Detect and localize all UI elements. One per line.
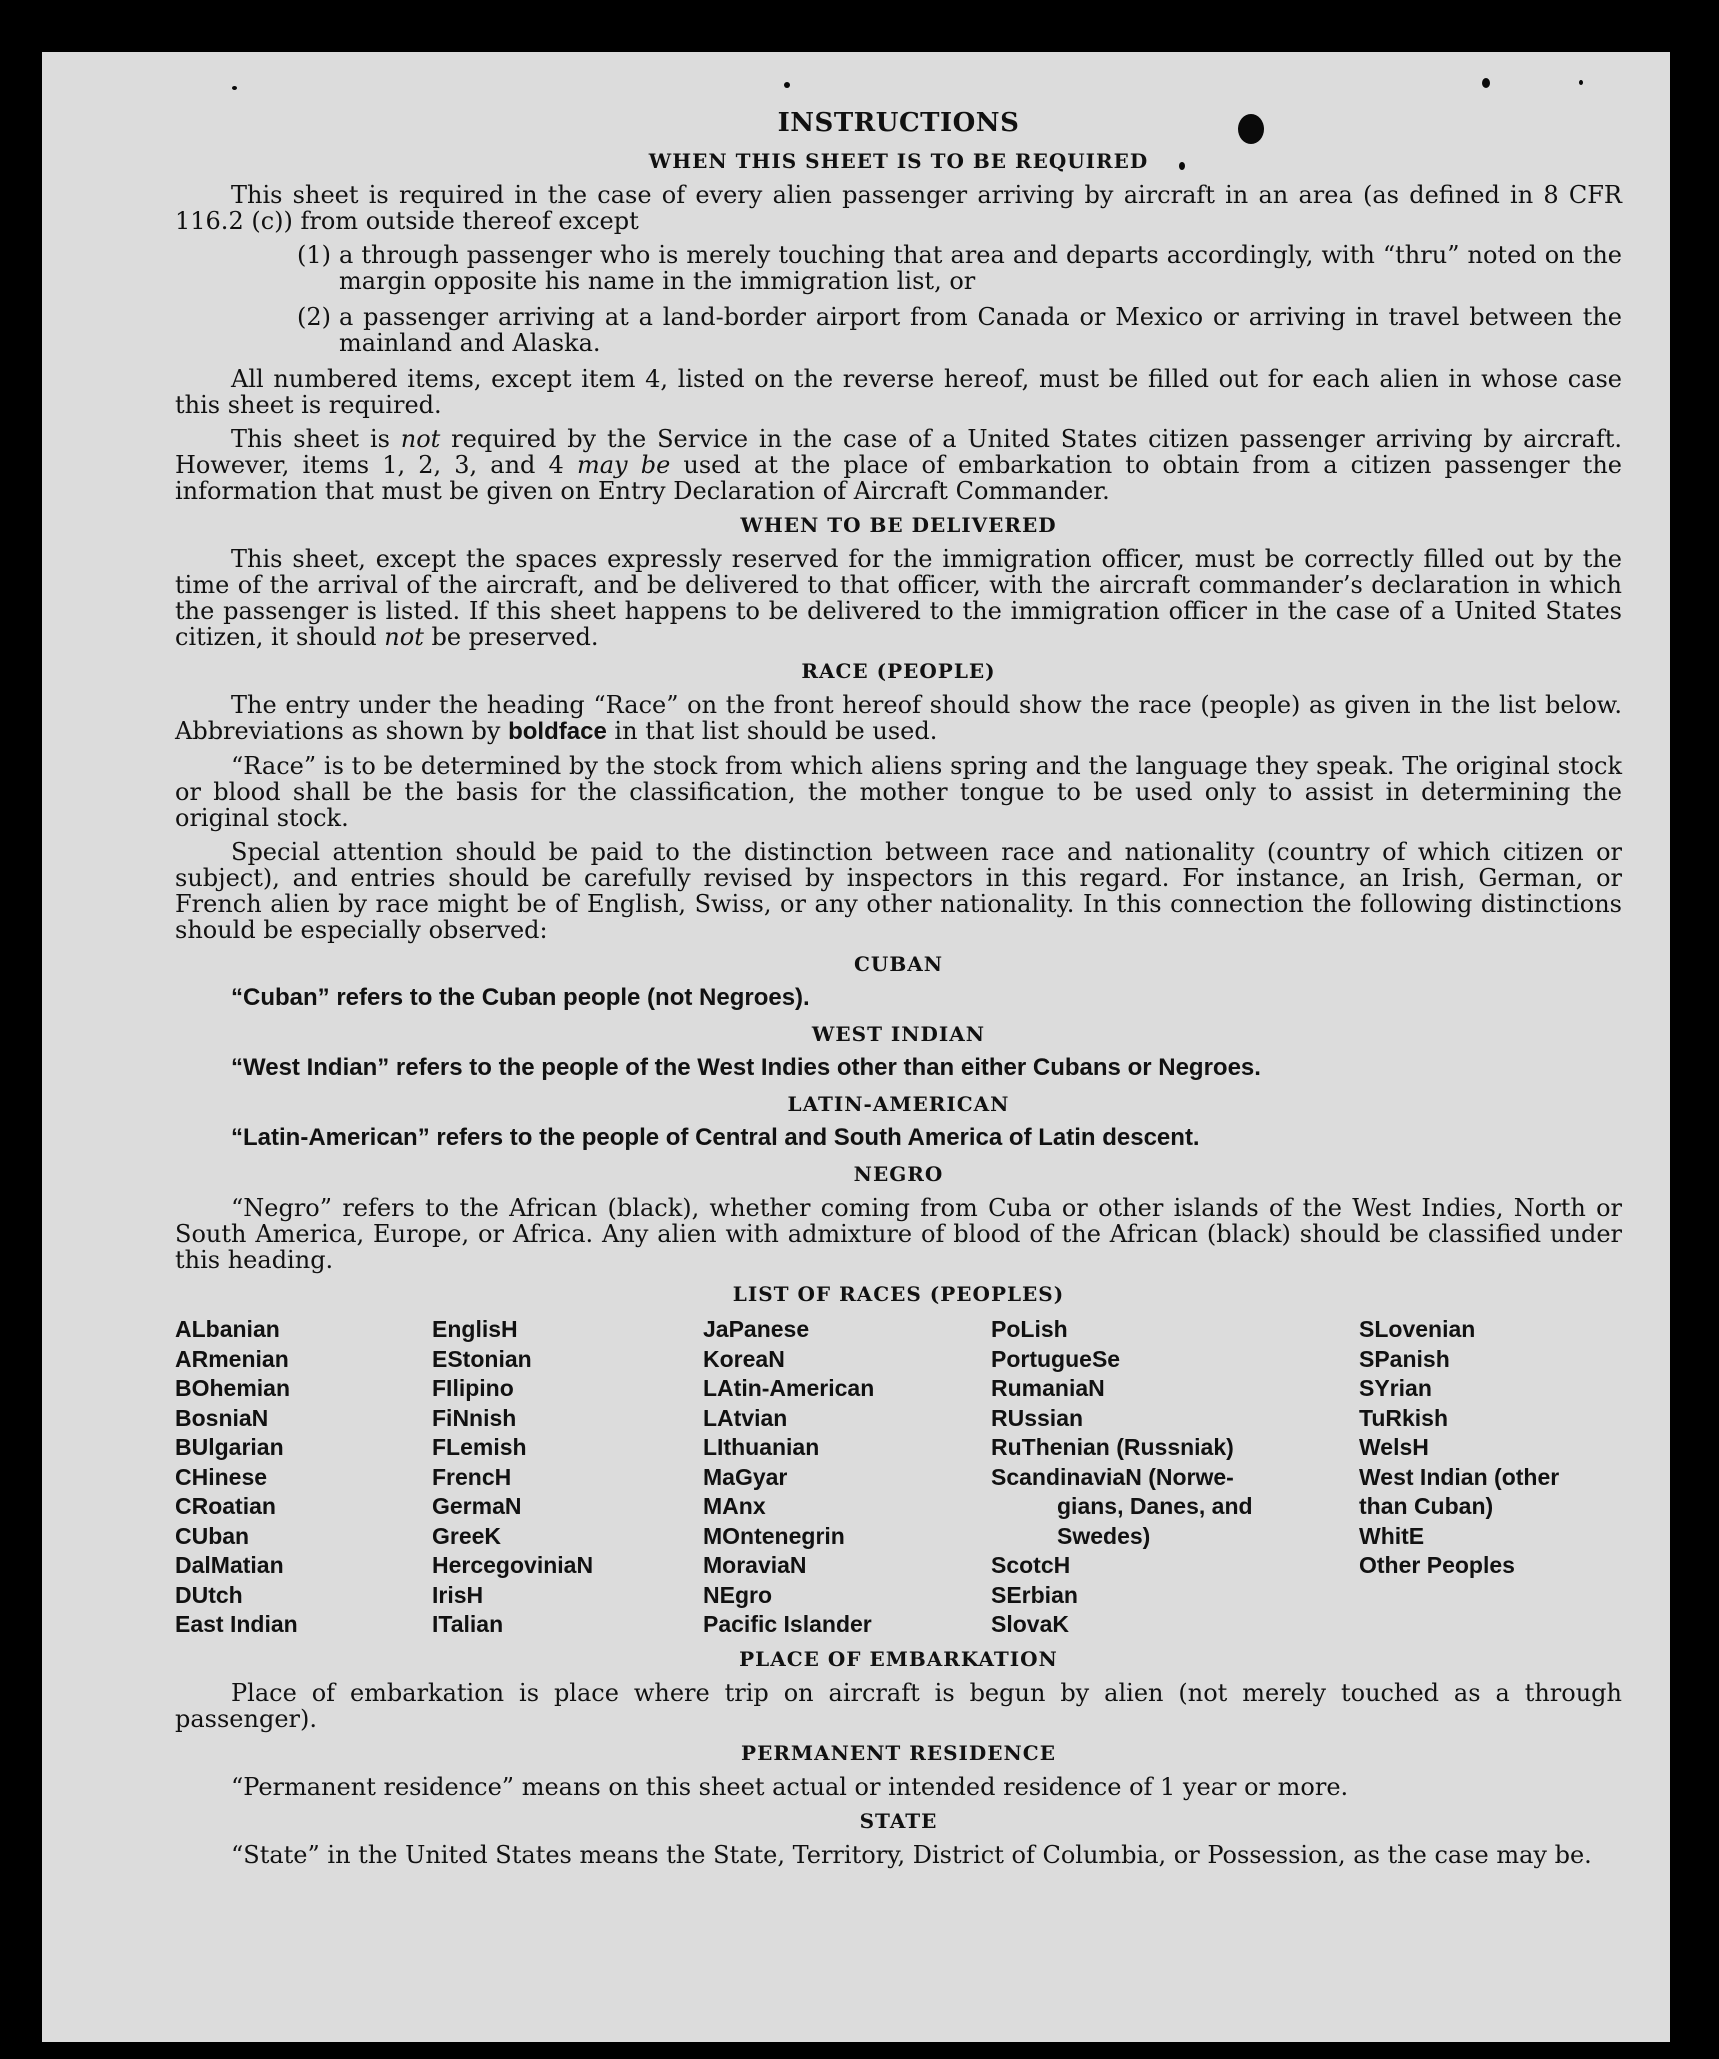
delivered-paragraph	[175, 546, 1622, 650]
races-list	[175, 1315, 1622, 1640]
list-item: JaPanese	[703, 1316, 810, 1342]
list-item: SYrian	[1359, 1375, 1432, 1401]
emphasis: not	[400, 425, 441, 453]
list-item: LIthuanian	[703, 1434, 820, 1460]
list-item: ScotcH	[991, 1552, 1071, 1578]
list-item: SLovenian	[1359, 1316, 1476, 1342]
section-heading-latin-american: LATIN-AMERICAN	[787, 1092, 1010, 1116]
list-item: WelsH	[1359, 1434, 1429, 1460]
section-heading-cuban: CUBAN	[853, 952, 944, 976]
list-item: PoLish	[991, 1316, 1068, 1342]
list-item: SlovaK	[991, 1611, 1069, 1637]
list-item: Other Peoples	[1359, 1552, 1515, 1578]
item-text: a through passenger who is merely touching that area and departs accordingly, with “thru” noted on the margin opposite his name in the immigration list, or	[339, 241, 1622, 295]
ink-speck	[1579, 80, 1583, 85]
list-item: West Indian (other	[1359, 1463, 1560, 1490]
list-item: RuThenian (Russniak)	[991, 1434, 1234, 1460]
list-item: KoreaN	[703, 1345, 785, 1372]
section-heading-residence: PERMANENT RESIDENCE	[741, 1740, 1056, 1765]
list-item: ScandinaviaN (Norwe-	[991, 1463, 1234, 1490]
instructions-content	[175, 110, 1622, 1876]
list-item: LAtin-American	[703, 1375, 875, 1401]
text-run: in that list should be used.	[606, 717, 938, 745]
section-heading-required: WHEN THIS SHEET IS TO BE REQUIRED	[648, 149, 1149, 173]
races-column-1	[175, 1315, 432, 1640]
list-item: Pacific Islander	[703, 1611, 872, 1637]
list-item: TuRkish	[1359, 1404, 1449, 1431]
text-run: be preserved.	[423, 623, 599, 651]
residence-definition: “Permanent residence” means on this sheet actual or intended residence of 1 year or more.	[231, 1772, 1349, 1801]
ink-speck	[232, 86, 237, 90]
section-heading-state: STATE	[859, 1808, 938, 1833]
text-run: required by the Service in the case of a United States citizen passenger arriving by aircraft. However, items 1, 2, 3, and 4	[175, 425, 1622, 479]
list-item: WhitE	[1359, 1522, 1425, 1549]
list-item: HercegoviniaN	[432, 1552, 594, 1578]
list-item: BUlgarian	[175, 1434, 284, 1460]
list-item: ALbanian	[175, 1316, 280, 1342]
document-page	[42, 52, 1670, 2042]
race-paragraph-2: “Race” is to be determined by the stock from which aliens spring and the language they speak. The original stock or blood shall be the basis for the classification, the mother tongue to be used only to assist in determining the original stock.	[175, 752, 1622, 832]
list-item: CUban	[175, 1522, 250, 1549]
race-paragraph-1	[175, 692, 1622, 745]
races-column-2	[432, 1315, 703, 1640]
list-item: FiNnish	[432, 1404, 517, 1431]
list-item: DalMatian	[175, 1552, 284, 1578]
list-item: NEgro	[703, 1581, 772, 1608]
races-column-3	[703, 1315, 991, 1640]
list-item: EStonian	[432, 1345, 532, 1372]
list-item: FLemish	[432, 1434, 527, 1460]
ink-speck	[784, 82, 790, 88]
section-heading-negro: NEGRO	[853, 1162, 944, 1186]
embarkation-definition: Place of embarkation is place where trip on aircraft is begun by alien (not merely touched as a through passenger).	[175, 1678, 1622, 1733]
text-run: This sheet, except the spaces expressly reserved for the immigration officer, must be correctly filled out by the time of the arrival of the aircraft, and be delivered to that officer, with the aircraft commander’s declaration in which the passenger is listed. If this sheet happens to be delivered to the immigration officer in the case of a United States citizen, it should	[175, 545, 1622, 651]
section-heading-races-list: LIST OF RACES (PEOPLES)	[732, 1282, 1065, 1306]
page-title: INSTRUCTIONS	[777, 108, 1020, 138]
text-run: used at the place of embarkation to obtain from a citizen passenger the information that must be given on Entry Declaration of Aircraft Commander.	[175, 451, 1622, 505]
list-item: MOntenegrin	[703, 1522, 845, 1549]
section-heading-race: RACE (PEOPLE)	[801, 659, 996, 683]
list-item: CHinese	[175, 1463, 268, 1490]
list-item-continuation: Swedes)	[1057, 1522, 1151, 1549]
list-item: LAtvian	[703, 1404, 788, 1431]
ink-speck	[1482, 78, 1490, 88]
latin-american-definition: “Latin-American” refers to the people of Central and South America of Latin descent.	[231, 1124, 1200, 1151]
races-column-4	[991, 1315, 1359, 1640]
list-item: SPanish	[1359, 1345, 1450, 1372]
west-indian-definition: “West Indian” refers to the people of the West Indies other than either Cubans or Negroes.	[231, 1054, 1261, 1081]
emphasis: not	[384, 623, 424, 651]
list-item-continuation: gians, Danes, and	[1057, 1493, 1253, 1519]
state-definition: “State” in the United States means the State, Territory, District of Columbia, or Possession, as the case may be.	[231, 1840, 1592, 1869]
list-item: BOhemian	[175, 1375, 291, 1401]
races-column-5	[1359, 1315, 1622, 1640]
item-number: (2)	[297, 303, 331, 331]
list-item: MoraviaN	[703, 1552, 807, 1578]
text-run: This sheet is	[231, 425, 401, 453]
cuban-definition: “Cuban” refers to the Cuban people (not Negroes).	[231, 984, 810, 1011]
section-heading-delivered: WHEN TO BE DELIVERED	[740, 513, 1057, 537]
required-intro: This sheet is required in the case of every alien passenger arriving by aircraft in an area (as defined in 8 CFR 116.2 (c)) from outside thereof except	[175, 181, 1622, 235]
list-item: FIlipino	[432, 1375, 514, 1401]
list-item: East Indian	[175, 1611, 298, 1637]
list-item: than Cuban)	[1359, 1493, 1494, 1519]
list-item	[297, 304, 1622, 356]
numbered-items-paragraph: All numbered items, except item 4, listed on the reverse hereof, must be filled out for each alien in whose case this sheet is required.	[175, 365, 1622, 419]
list-item: EnglisH	[432, 1316, 518, 1342]
text-run: The entry under the heading “Race” on the front hereof should show the race (people) as given in the list below. Abbreviations as shown by	[175, 691, 1622, 745]
list-item: MaGyar	[703, 1463, 788, 1490]
list-item: GreeK	[432, 1522, 502, 1549]
list-item	[297, 242, 1622, 294]
list-item: PortugueSe	[991, 1345, 1121, 1372]
list-item: RUssian	[991, 1404, 1084, 1431]
item-number: (1)	[297, 241, 331, 269]
section-heading-embarkation: PLACE OF EMBARKATION	[739, 1646, 1058, 1671]
list-item: ARmenian	[175, 1345, 289, 1372]
list-item: IrisH	[432, 1581, 484, 1608]
list-item: CRoatian	[175, 1493, 276, 1519]
emphasis: may be	[576, 451, 671, 479]
list-item: GermaN	[432, 1493, 522, 1519]
list-item: FrencH	[432, 1463, 512, 1490]
list-item: DUtch	[175, 1581, 243, 1608]
negro-definition: “Negro” refers to the African (black), whether coming from Cuba or other islands of the West Indies, North or South America, Europe, or Africa. Any alien with admixture of blood of the African (black) should be classified under this heading.	[175, 1194, 1622, 1274]
citizen-paragraph	[175, 426, 1622, 504]
section-heading-west-indian: WEST INDIAN	[811, 1022, 986, 1046]
race-paragraph-3: Special attention should be paid to the distinction between race and nationality (country of which citizen or subject), and entries should be carefully revised by inspectors in this regard. For instance, an Irish, German, or French alien by race might be of English, Swiss, or any other nationality. In this connection the following distinctions should be especially observed:	[175, 838, 1622, 944]
list-item: RumaniaN	[991, 1375, 1105, 1401]
list-item: BosniaN	[175, 1404, 269, 1431]
item-text: a passenger arriving at a land-border airport from Canada or Mexico or arriving in travel between the mainland and Alaska.	[339, 303, 1622, 357]
list-item: MAnx	[703, 1493, 766, 1519]
boldface-word: boldface	[508, 718, 607, 745]
list-item: SErbian	[991, 1581, 1078, 1608]
list-item: ITalian	[432, 1611, 504, 1637]
